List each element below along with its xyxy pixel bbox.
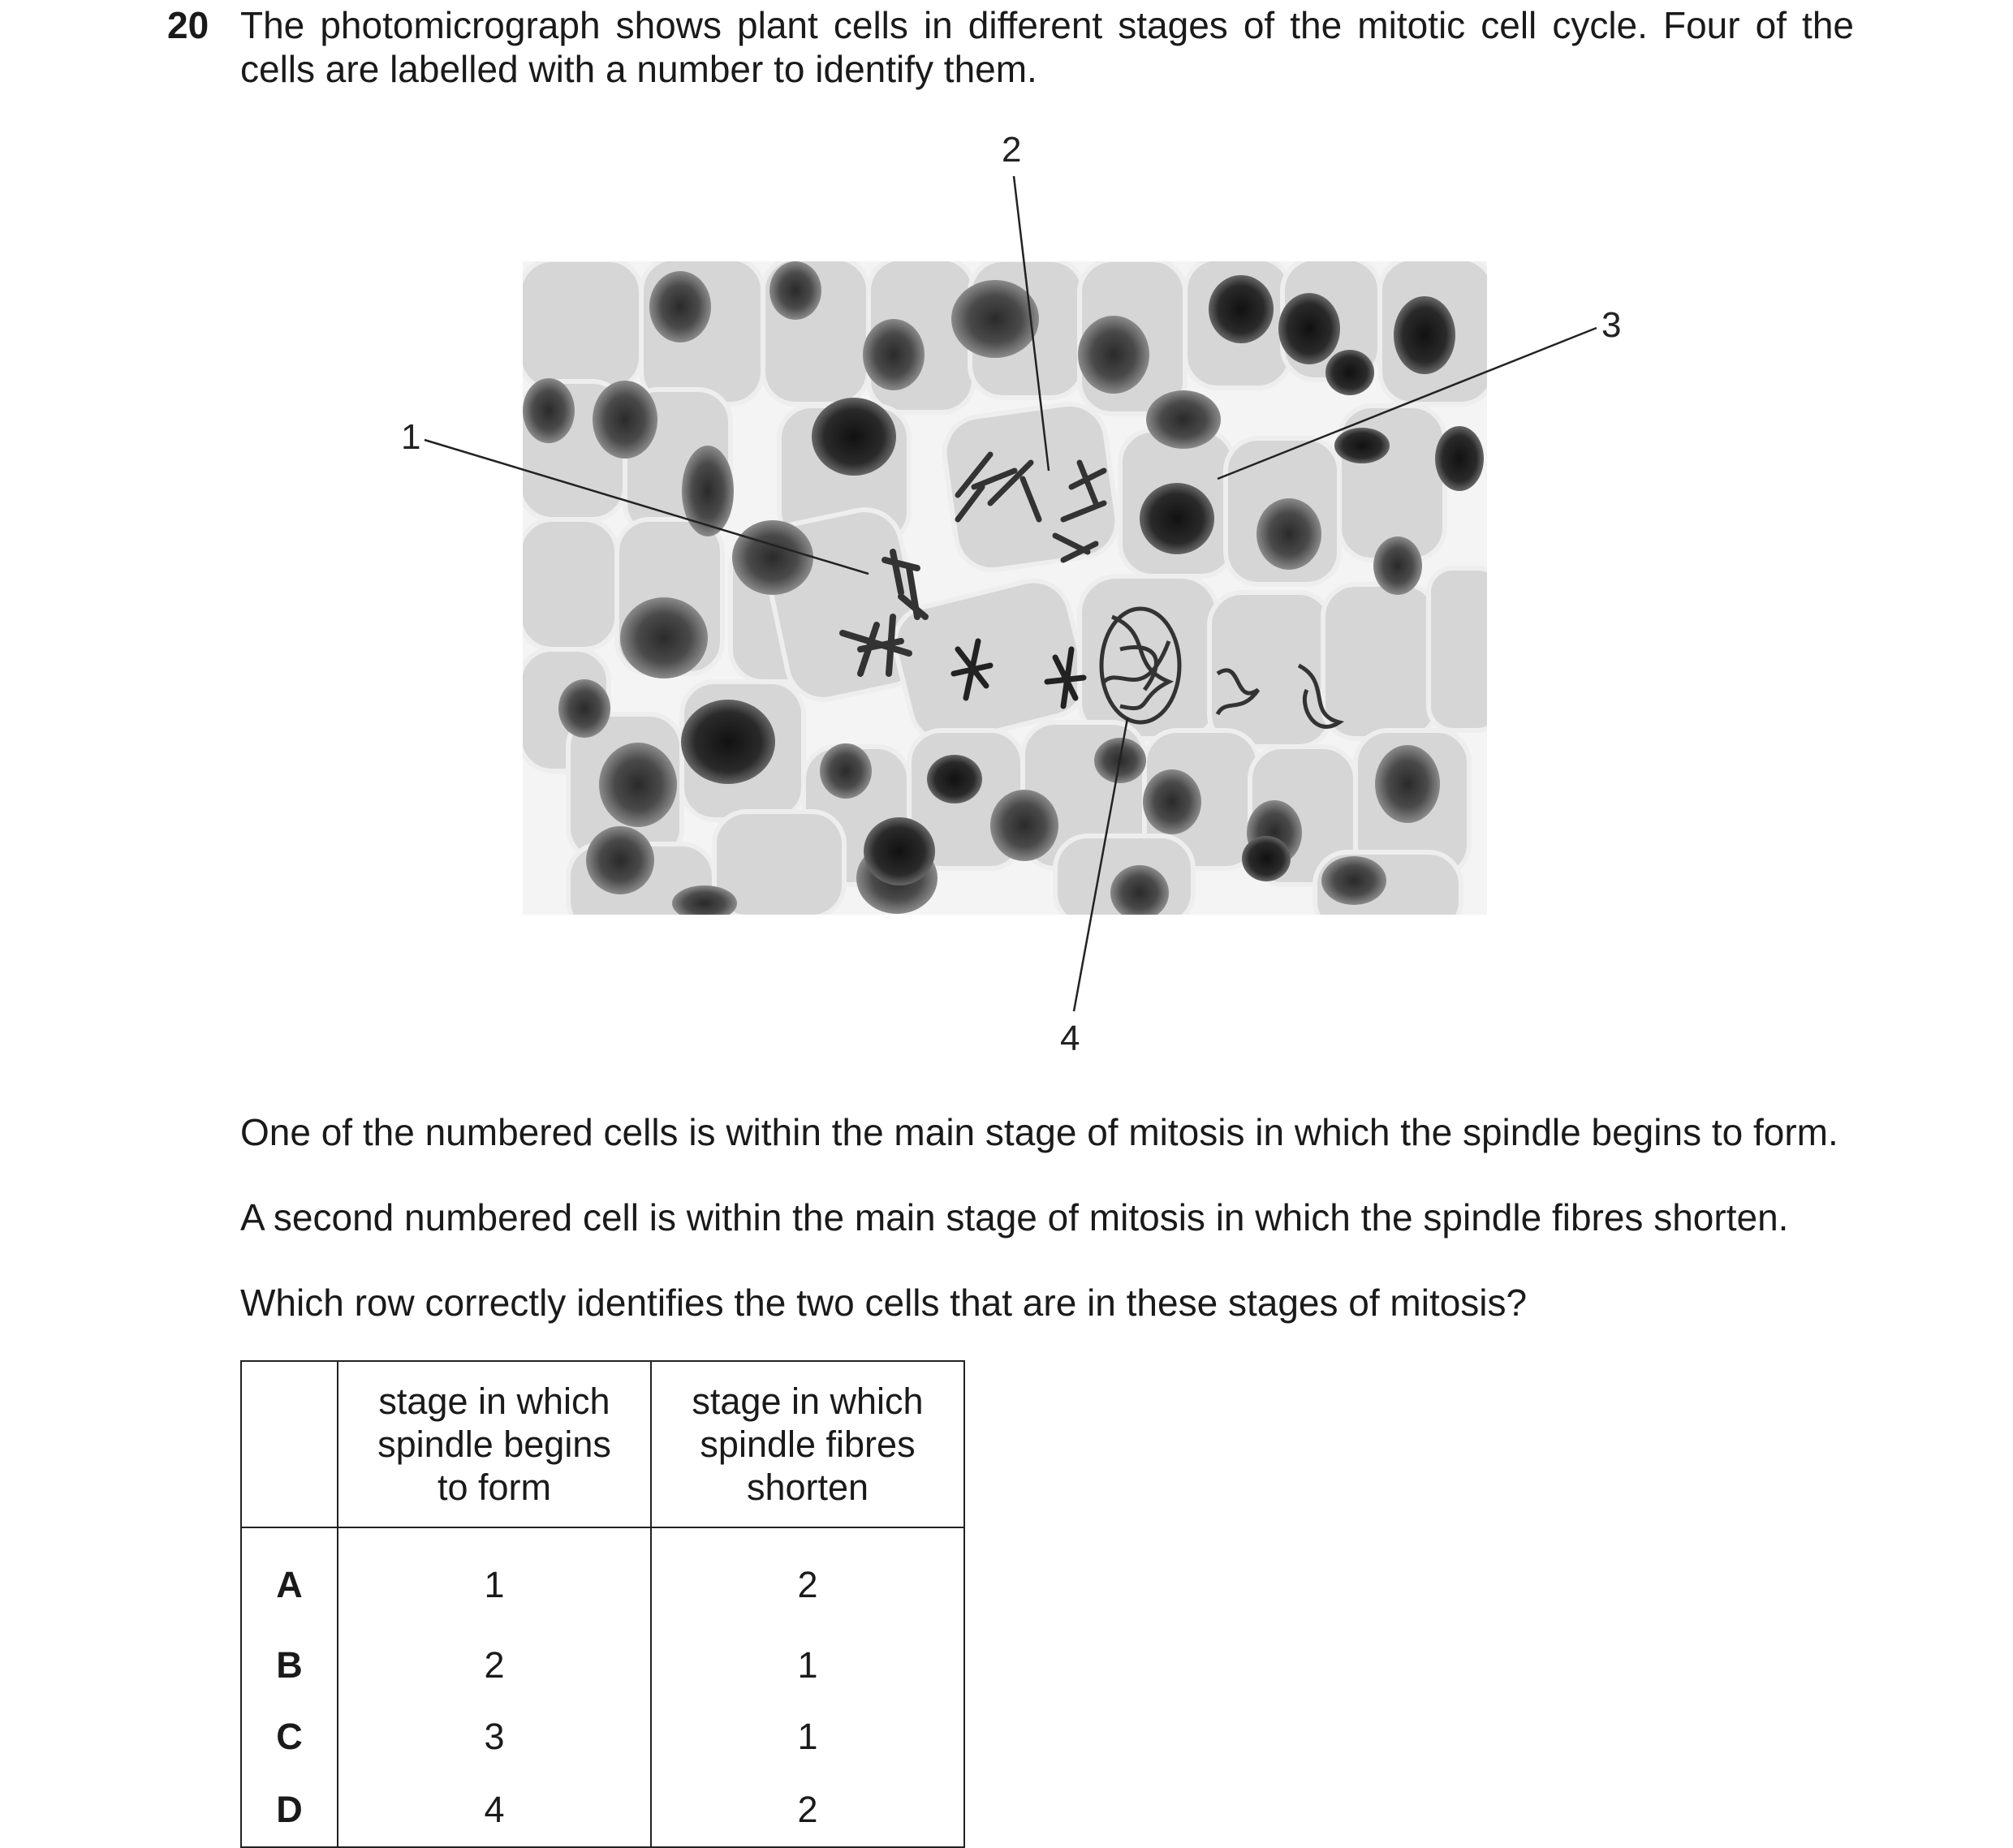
option-value-col2: 2 bbox=[651, 1527, 964, 1629]
option-letter: B bbox=[241, 1629, 338, 1700]
table-header-spindle-shortens bbox=[651, 1361, 964, 1527]
figure-label-1: 1 bbox=[401, 417, 421, 457]
option-row-d[interactable] bbox=[241, 1772, 964, 1847]
table-header-spindle-shortens-text: stage in which spindle fibres shorten bbox=[692, 1381, 924, 1508]
paragraph-which-row: Which row correctly identifies the two cells that are in these stages of mitosis? bbox=[240, 1282, 1528, 1324]
option-letter: D bbox=[241, 1772, 338, 1847]
table-header-blank bbox=[241, 1361, 338, 1527]
option-row-a[interactable] bbox=[241, 1527, 964, 1629]
paragraph-spindle-shortens: A second numbered cell is within the main stage of mitosis in which the spindle fibres shorten. bbox=[240, 1196, 1789, 1238]
micrograph-image bbox=[519, 258, 1502, 933]
option-row-b[interactable] bbox=[241, 1629, 964, 1700]
label-leader-lines bbox=[425, 176, 1597, 1011]
option-value-col1: 4 bbox=[338, 1772, 651, 1847]
paragraph-spindle-forms: One of the numbered cells is within the main stage of mitosis in which the spindle begins to form. bbox=[240, 1111, 1838, 1153]
question-stem-line-1: The photomicrograph shows plant cells in different stages of the mitotic cell cycle. Four of the bbox=[240, 4, 1854, 46]
question-stem-line-2: cells are labelled with a number to identify them. bbox=[240, 48, 1037, 90]
option-value-col2: 1 bbox=[651, 1700, 964, 1772]
option-value-col1: 1 bbox=[338, 1527, 651, 1629]
option-letter: A bbox=[241, 1527, 338, 1629]
option-value-col2: 2 bbox=[651, 1772, 964, 1847]
figure-label-2: 2 bbox=[1002, 130, 1022, 170]
option-row-c[interactable] bbox=[241, 1700, 964, 1772]
question-number: 20 bbox=[167, 4, 209, 46]
option-letter: C bbox=[241, 1700, 338, 1772]
option-value-col1: 3 bbox=[338, 1700, 651, 1772]
table-header-row bbox=[241, 1361, 964, 1527]
table-header-spindle-forms-text: stage in which spindle begins to form bbox=[377, 1381, 611, 1508]
table-header-spindle-forms bbox=[338, 1361, 651, 1527]
question-stem bbox=[240, 3, 1854, 91]
figure-label-3: 3 bbox=[1601, 305, 1622, 345]
answer-options-table bbox=[240, 1360, 965, 1848]
figure-label-4: 4 bbox=[1060, 1019, 1080, 1058]
option-value-col1: 2 bbox=[338, 1629, 651, 1700]
option-value-col2: 1 bbox=[651, 1629, 964, 1700]
